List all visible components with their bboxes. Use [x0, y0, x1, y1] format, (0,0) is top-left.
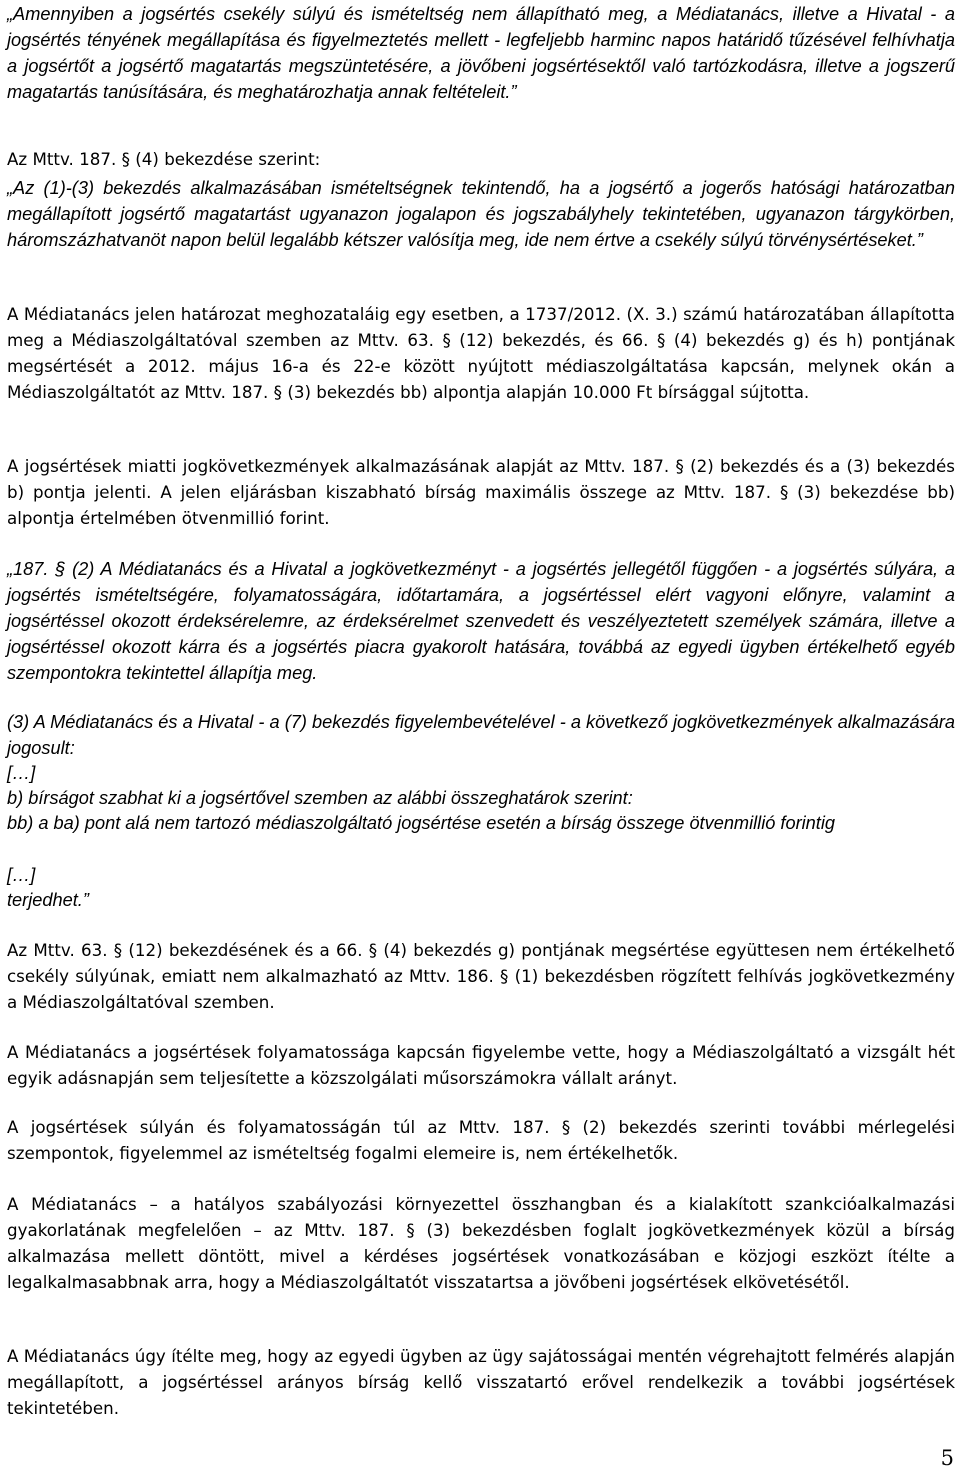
quote-ellipsis-1: […]	[7, 763, 36, 783]
statute-intro: Az Mttv. 187. § (4) bekezdése szerint:	[7, 149, 321, 169]
severity-paragraph: Az Mttv. 63. § (12) bekezdésének és a 66. § (4) bekezdés g) pontjának megsértése együttesen nem értékelhető csekély súlyúnak, emiatt nem alkalmazható az Mttv. 186. § (1) bekezdésben rögzített felhívás jogkövetkezmény a Médiaszolgáltatóval szemben.	[7, 940, 955, 1012]
prior-decision-paragraph: A Médiatanács jelen határozat meghozataláig egy esetben, a 1737/2012. (X. 3.) számú határozatában állapította meg a Médiaszolgáltatóval szemben az Mttv. 63. § (12) bekezdés, és 66. § (4) bekezdés g) és h) pontjának megsértését a 2012. május 16-a és 22-e között nyújtott médiaszolgáltatása kapcsán, melynek okán a Médiaszolgáltatót az Mttv. 187. § (3) bekezdés bb) alpontja alapján 10.000 Ft bírsággal sújtotta.	[7, 304, 955, 402]
quote-187-3: (3) A Médiatanács és a Hivatal - a (7) bekezdés figyelembevételével - a következő jogkövetkezmények alkalmazására jogosult:	[7, 712, 955, 758]
page-number: 5	[940, 1446, 954, 1470]
sanction-choice-paragraph: A Médiatanács – a hatályos szabályozási környezettel összhangban és a kialakított szankcióalkalmazási gyakorlatának megfelelően – az Mttv. 187. § (3) bekezdésben foglalt jogkövetkezmények közül a bírság alkalmazása mellett döntött, mivel a kérdéses jogsértések vonatkozásában e közjogi eszközt ítélte a legalkalmasabbnak arra, hogy a Médiaszolgáltatót visszatartsa a jövőbeni jogsértések elkövetésétől.	[7, 1194, 955, 1292]
quote-187-2: „187. § (2) A Médiatanács és a Hivatal a jogkövetkezményt - a jogsértés jellegétől függően - a jogsértés súlyára, a jogsértés ismételtségére, folyamatosságára, időtartamára, a jogsértéssel elért vagyoni előnyre, valamint a jogsértéssel okozott érdeksérelemre, az érdeksérelmet szenvedett és veszélyeztetett személyek számára, illetve a jogsértéssel okozott kárra és a jogsértés piacra gyakorolt hatására, továbbá az egyedi ügyben értékelhető egyéb szempontokra tekintettel állapítja meg.	[7, 559, 955, 683]
continuity-paragraph: A Médiatanács a jogsértések folyamatossága kapcsán figyelembe vette, hogy a Médiaszolgáltató a vizsgált hét egyik adásnapján sem teljesítette a közszolgálati műsorszámokra vállalt arányt.	[7, 1042, 955, 1088]
legal-basis-paragraph: A jogsértések miatti jogkövetkezmények alkalmazásának alapját az Mttv. 187. § (2) bekezdés és a (3) bekezdés b) pontja jelenti. A jelen eljárásban kiszabható bírság maximális összege az Mttv. 187. § (3) bekezdése bb) alpontja értelmében ötvenmillió forint.	[7, 456, 955, 528]
quote-187-3-bb: bb) a ba) pont alá nem tartozó médiaszolgáltató jogsértése esetén a bírság összege ötvenmillió forintig	[7, 813, 836, 833]
other-criteria-paragraph: A jogsértések súlyán és folyamatosságán túl az Mttv. 187. § (2) bekezdés szerinti további mérlegelési szempontok, figyelemmel az ismételtség fogalmi elemeire is, nem értékelhetők.	[7, 1117, 955, 1163]
proportionality-paragraph: A Médiatanács úgy ítélte meg, hogy az egyedi ügyben az ügy sajátosságai mentén végrehajtott felmérés alapján megállapított, a jogsértéssel arányos bírság kellő visszatartó erővel rendelkezik a további jogsértések tekintetében.	[7, 1346, 955, 1418]
quote-187-3-b: b) bírságot szabhat ki a jogsértővel szemben az alábbi összeghatárok szerint:	[7, 788, 633, 808]
quote-ellipsis-2: […]	[7, 865, 36, 885]
quote-paragraph-187-4: „Az (1)-(3) bekezdés alkalmazásában ismételtségnek tekintendő, ha a jogsértő a jogerős hatósági határozatban megállapított jogsértő magatartást ugyanazon jogalapon és jogszabályhely tekintetében, ugyanazon tárgykörben, háromszázhatvanöt napon belül legalább kétszer valósítja meg, ide nem értve a csekély súlyú törvénysértéseket.”	[7, 178, 955, 250]
quote-end: terjedhet.”	[7, 890, 89, 910]
quote-paragraph-186: „Amennyiben a jogsértés csekély súlyú és ismételtség nem állapítható meg, a Médiatanács, illetve a Hivatal - a jogsértés tényének megállapítása és figyelmeztetés mellett - legfeljebb harminc napos határidő tűzésével felhívhatja a jogsértőt a jogsértő magatartás megszüntetésére, a jövőbeni jogsértésektől való tartózkodásra, illetve a jogszerű magatartás tanúsítására, és meghatározhatja annak feltételeit.”	[7, 4, 955, 102]
